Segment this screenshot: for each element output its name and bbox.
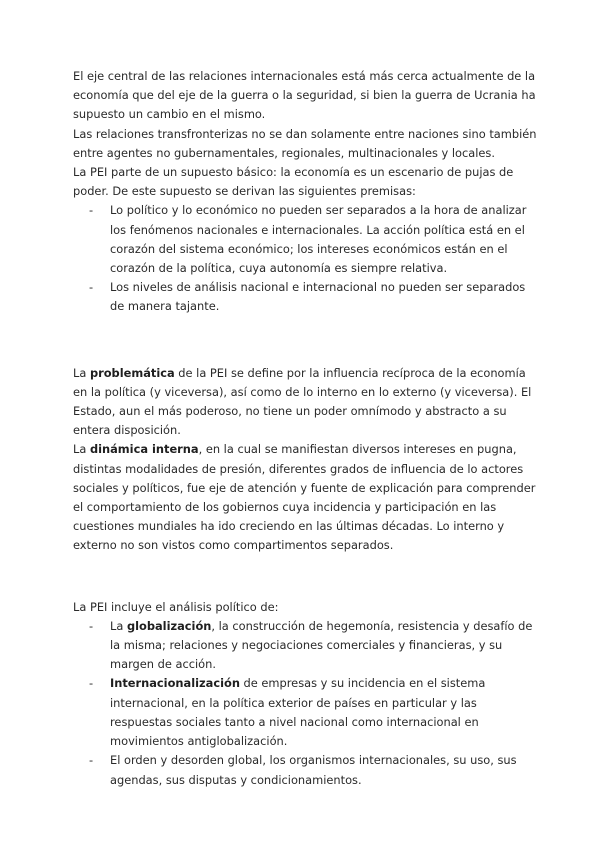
section-spacer [73,317,541,364]
list-item: - El orden y desorden global, los organismos internacionales, su uso, sus agendas, sus disputas y condicionamientos. [110,751,541,789]
section-economia-relaciones [73,67,541,317]
paragraph-problematica [73,364,541,441]
text-run: de la PEI se define por la influencia recíproca de la economía en la política (y viceversa), así como de lo interno en lo externo (y viceversa). El Estado, aun el más poderoso, no tiene un poder omnímodo y abstracto a su entera disposición. [73,365,532,438]
list-item: - Los niveles de análisis nacional e internacional no pueden ser separados de manera tajante. [110,278,541,316]
paragraph-supuesto-basico: La PEI parte de un supuesto básico: la economía es un escenario de pujas de poder. De este supuesto se derivan las siguientes premisas: [73,165,514,199]
list-item: - Lo político y lo económico no pueden ser separados a la hora de analizar los fenómenos nacionales e internacionales. La acción política está en el corazón del sistema económico; los intereses económicos están en el corazón de la política, cuya autonomía es siempre relativa. [110,201,541,278]
list-item [110,674,541,751]
premisas-list [73,201,541,316]
bold-term-dinamica-interna: dinámica interna [89,442,199,457]
section-analisis-politico [73,598,541,790]
bold-term-internacionalizacion: Internacionalización [110,676,240,691]
text-run: de empresas y su incidencia en el sistema internacional, en la política exterior de países en particular y las respuestas sociales tanto a nivel nacional como internacional en movimientos antiglobalización. [110,676,486,749]
paragraph-pei-incluye: La PEI incluye el análisis político de: [73,599,279,614]
text-run: La [110,618,127,633]
text-run: , la construcción de hegemonía, resistencia y desafío de la misma; relaciones y negociaciones comerciales y financieras, y su margen de acción. [110,618,533,672]
paragraph-relaciones-transfronterizas: Las relaciones transfronterizas no se dan solamente entre naciones sino también entre agentes no gubernamentales, regionales, multinacionales y locales. [73,126,537,160]
list-item [110,617,541,675]
text-run: , en la cual se manifiestan diversos intereses en pugna, distintas modalidades de presión, diferentes grados de influencia de lo actores sociales y políticos, fue eje de atención y fuente de explicación para comprender el comportamiento de los gobiernos cuya incidencia y participación en las cuestiones mundiales ha ido creciendo en las últimas décadas. Lo interno y externo no son vistos como compartimentos separados. [73,442,536,553]
text-run: La [73,365,90,380]
paragraph-dinamica-interna [73,440,541,555]
bold-term-problematica: problemática [89,365,175,380]
section-spacer [73,556,541,598]
text-run: La [73,442,90,457]
analisis-list [73,617,541,790]
paragraph-eje-central: El eje central de las relaciones internacionales está más cerca actualmente de la economía que del eje de la guerra o la seguridad, si bien la guerra de Ucrania ha supuesto un cambio en el mismo. [73,69,536,122]
section-problematica [73,364,541,556]
document-page [73,67,541,790]
bold-term-globalizacion: globalización [126,618,212,633]
